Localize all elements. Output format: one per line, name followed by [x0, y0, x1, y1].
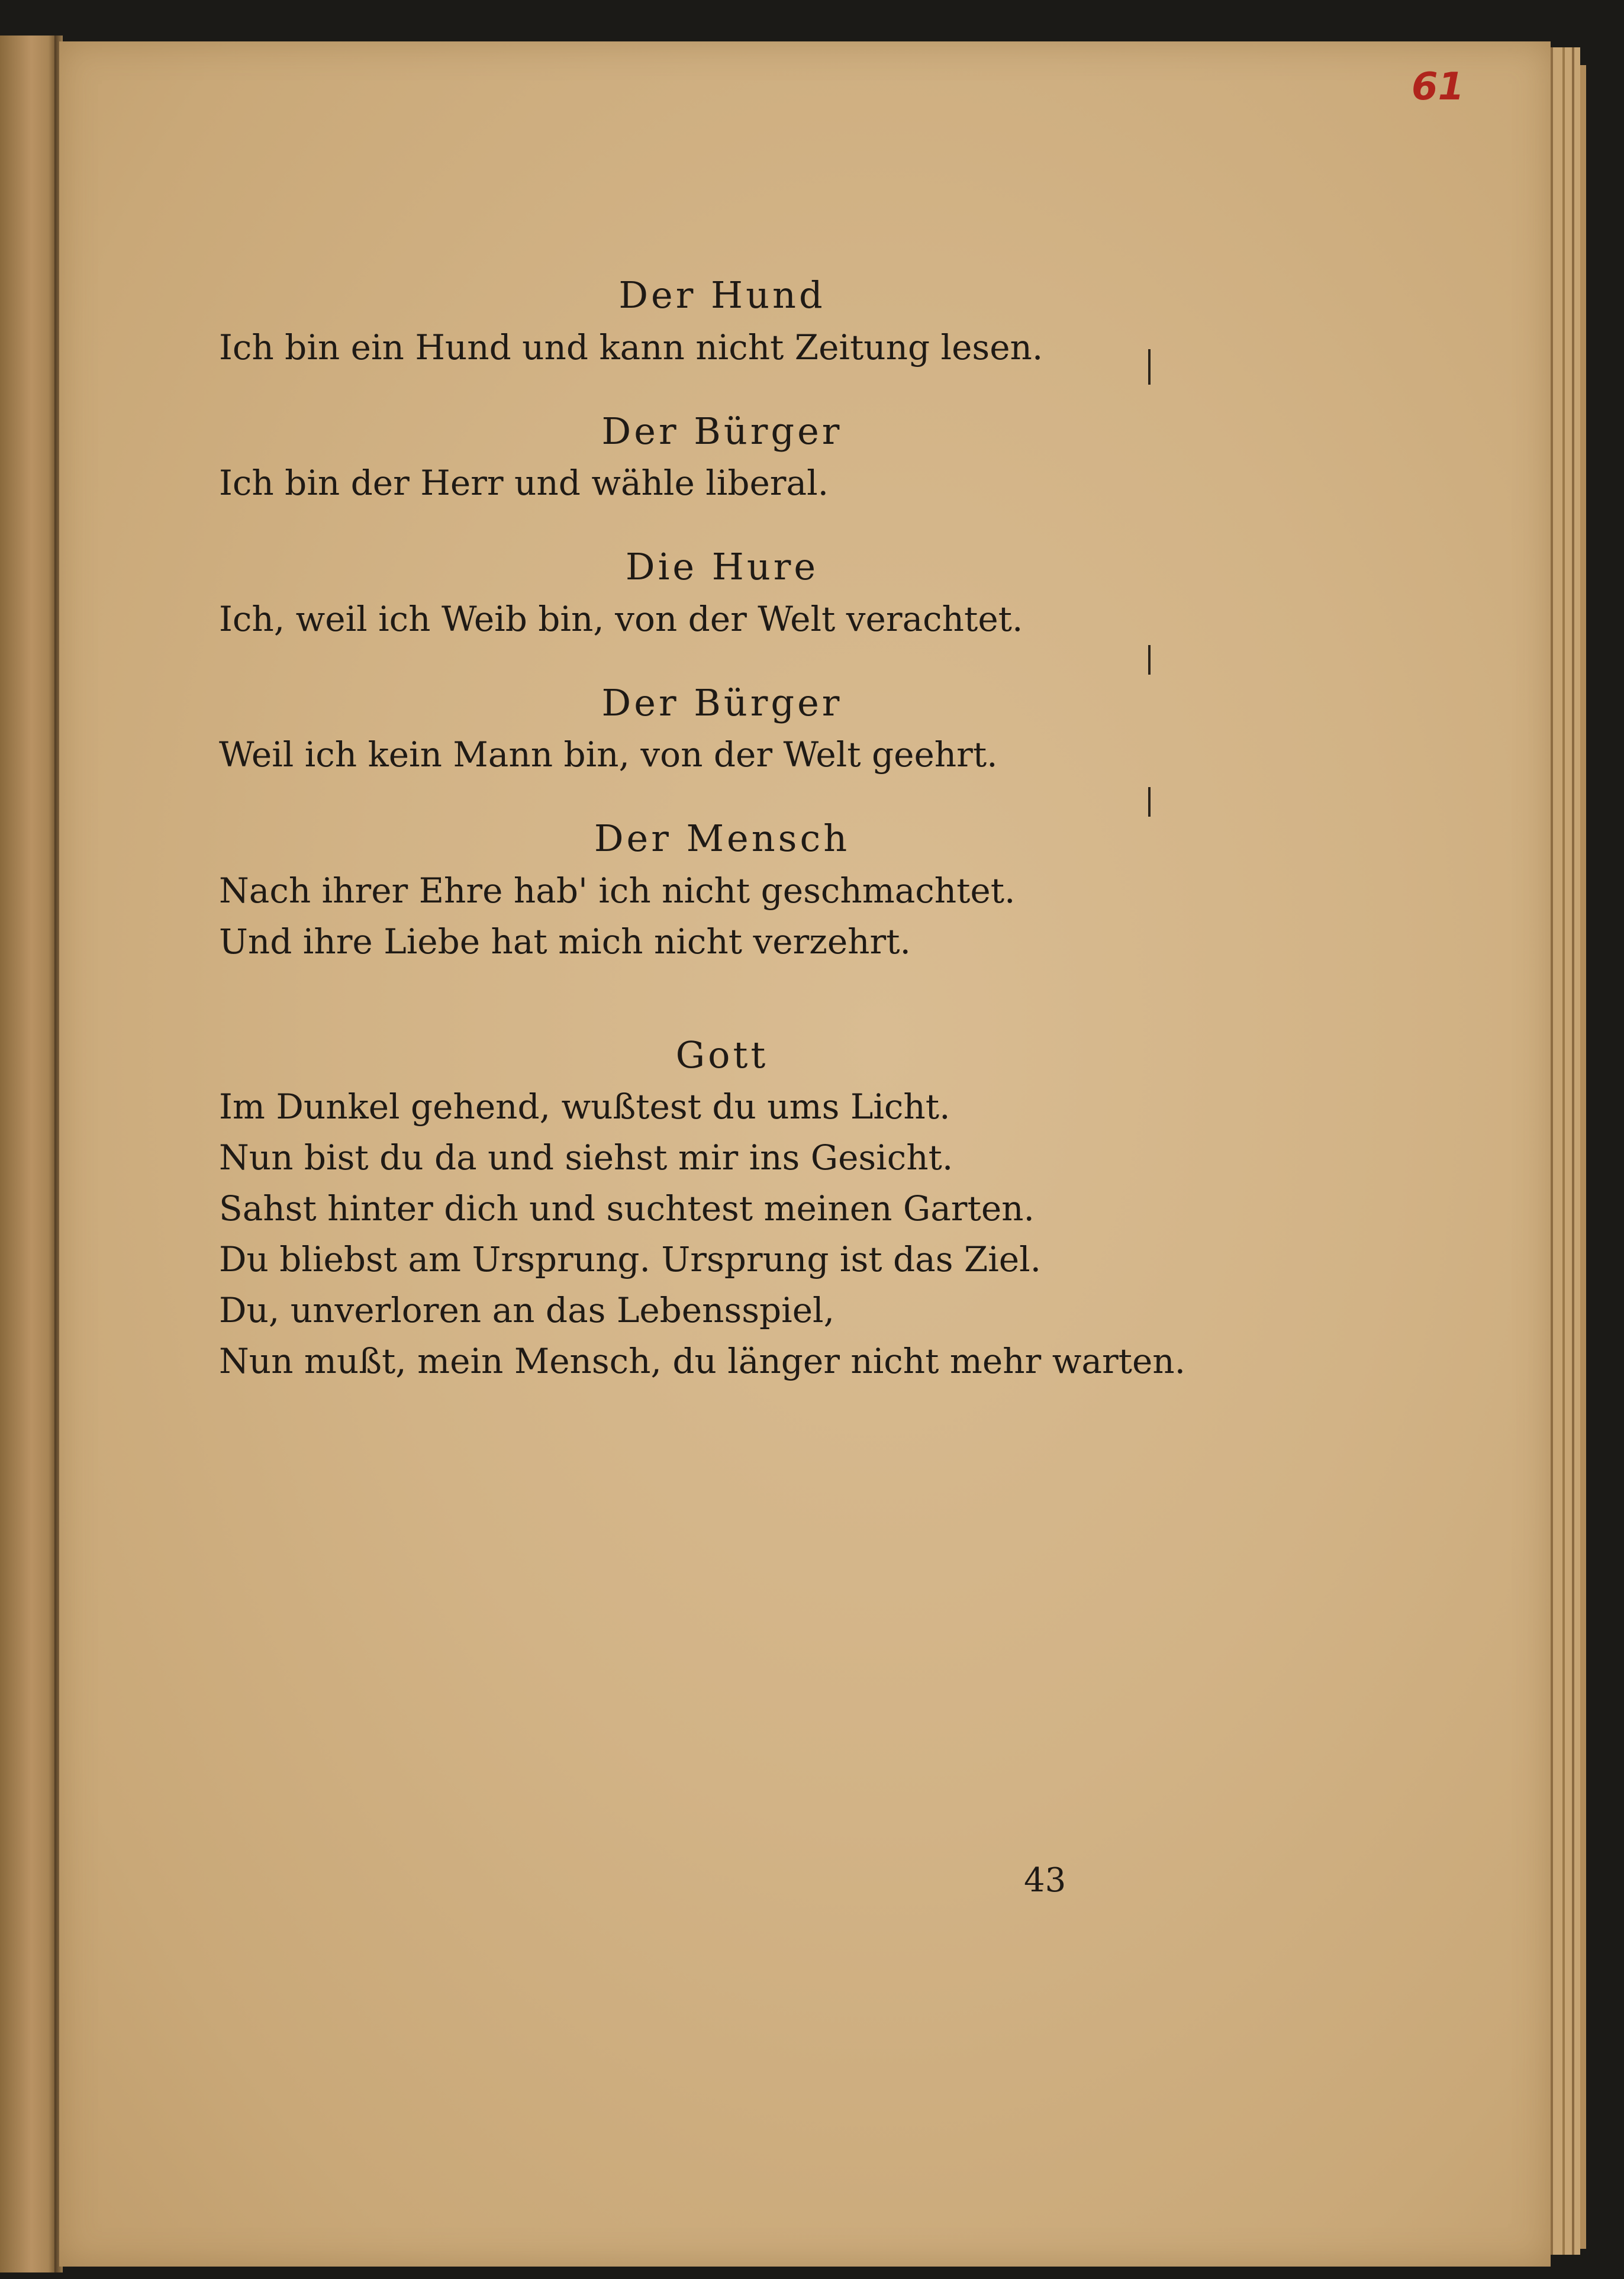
- section-heading: Die Hure: [625, 545, 819, 588]
- verse-line: Ich bin der Herr und wähle liberal.: [219, 463, 829, 503]
- verse-line: Und ihre Liebe hat mich nicht verzehrt.: [219, 921, 911, 962]
- section-heading: Der Hund: [618, 273, 826, 317]
- section-heading: Der Bürger: [601, 409, 843, 453]
- verse-line: Weil ich kein Mann bin, von der Welt geehrt.: [219, 734, 998, 775]
- page-stack-edge: [1572, 47, 1574, 2255]
- poem-body: [219, 272, 1225, 1422]
- verse-line: Im Dunkel gehend, wußtest du ums Licht.: [219, 1087, 950, 1127]
- verse-line: Du, unverloren an das Lebensspiel,: [219, 1290, 835, 1330]
- margin-mark: [1148, 349, 1151, 385]
- verse-line: Nach ihrer Ehre hab' ich nicht geschmachtet.: [219, 870, 1016, 911]
- verse-line: Ich, weil ich Weib bin, von der Welt verachtet.: [219, 598, 1023, 639]
- page-stack-edge: [1562, 47, 1565, 2255]
- page-stack-edge: [1580, 65, 1586, 2249]
- archive-folio-note: 61: [1412, 65, 1465, 109]
- page-stack-edge: [1551, 47, 1553, 2255]
- margin-mark: [1148, 787, 1151, 817]
- section-der-buerger-2: [219, 680, 1225, 781]
- facing-page-edge: [0, 36, 57, 2272]
- verse-line: Sahst hinter dich und suchtest meinen Garten.: [219, 1188, 1035, 1229]
- section-heading: Der Mensch: [594, 817, 850, 860]
- book-page: [59, 41, 1551, 2267]
- section-der-buerger-1: [219, 408, 1225, 509]
- verse-line: Nun bist du da und siehst mir ins Gesicht.: [219, 1137, 953, 1178]
- page-number: 43: [1024, 1861, 1066, 1900]
- margin-mark: [1148, 645, 1151, 675]
- verse-line: Du bliebst am Ursprung. Ursprung ist das Ziel.: [219, 1239, 1042, 1279]
- section-der-mensch: [219, 815, 1225, 967]
- section-der-hund: [219, 272, 1225, 373]
- section-die-hure: [219, 544, 1225, 644]
- section-heading: Der Bürger: [601, 681, 843, 724]
- verse-line: Nun mußt, mein Mensch, du länger nicht mehr warten.: [219, 1341, 1186, 1381]
- verse-line: Ich bin ein Hund und kann nicht Zeitung lesen.: [219, 327, 1043, 368]
- section-heading: Gott: [675, 1033, 769, 1076]
- section-gott: [219, 1032, 1225, 1387]
